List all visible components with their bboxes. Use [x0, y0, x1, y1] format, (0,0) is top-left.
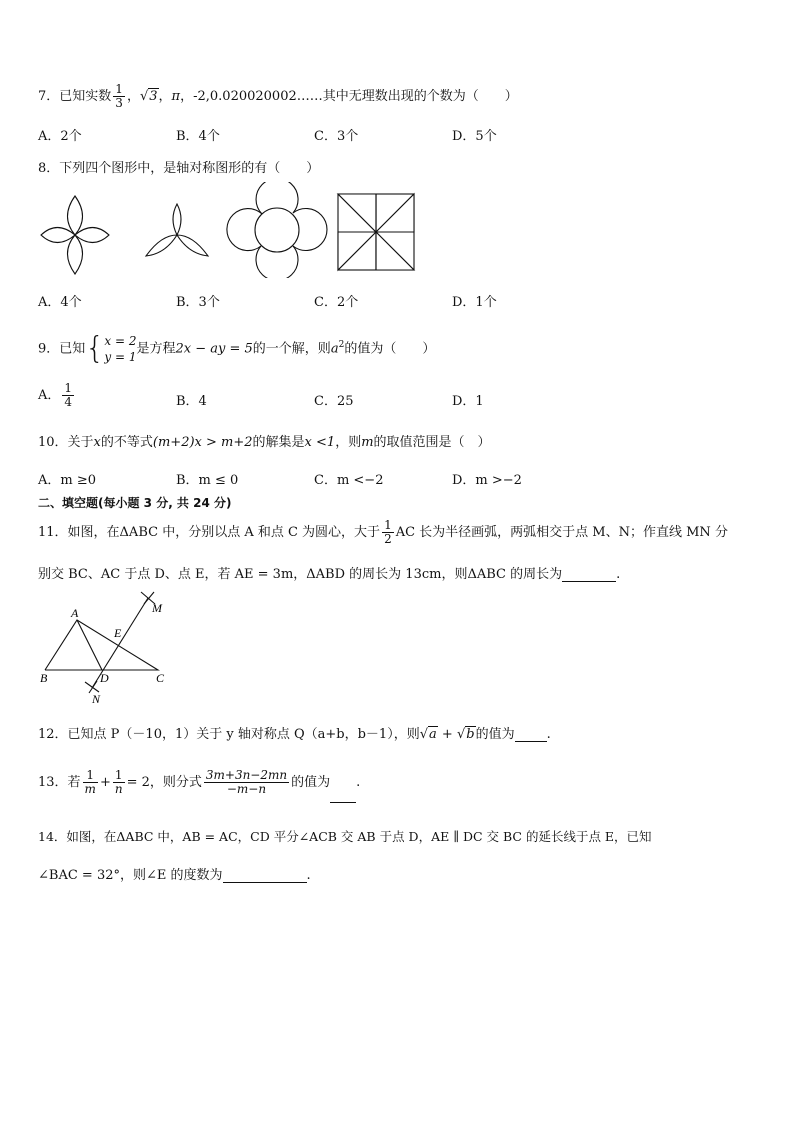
question-14-line1: 14．如图，在ΔABC 中，AB = AC，CD 平分∠ACB 交 AB 于点 D，AE ∥ DC 交 BC 的延长线于点 E，已知	[38, 829, 652, 844]
q9-equation: 2x − ay = 5	[175, 341, 253, 357]
figure-circle-arcs	[227, 182, 327, 278]
q12-sqrt-a: √a	[419, 727, 437, 742]
label-E: E	[114, 626, 122, 640]
q9-option-b[interactable]: B．4	[176, 394, 207, 409]
q12-answer-blank[interactable]	[515, 729, 547, 742]
q11-figure	[34, 586, 184, 706]
question-7: 7．已知实数 $\frac{1}{3}$ ，√3，π，-2,0.020020002……其中无理数出现的个数为（ ）	[38, 80, 518, 114]
label-C: C	[156, 671, 165, 685]
q9-brace: {	[85, 330, 105, 366]
section-2-heading: 二、填空题(每小题 3 分, 共 24 分)	[38, 496, 232, 510]
q8-option-c[interactable]: C．2个	[314, 295, 359, 310]
q7-fraction: $\frac{1}{3}$	[115, 82, 123, 110]
question-12: 12．已知点 P（－10，1）关于 y 轴对称点 Q（a+b，b－1），则√a + √b的值为 .	[38, 727, 551, 742]
question-8: 8．下列四个图形中，是轴对称图形的有（ ）	[38, 161, 320, 176]
q10-inequality: (m+2)x > m+2	[152, 435, 253, 450]
label-D: D	[100, 671, 109, 685]
q7-pi: π	[171, 89, 181, 104]
figure-four-petal	[41, 196, 109, 274]
q7-option-b[interactable]: B．4个	[176, 129, 220, 144]
q12-sqrt-b: √b	[456, 727, 475, 742]
question-13: 13．若 $\frac{1}{m}$ + $\frac{1}{n}$ = 2，则分式 $\frac{3m+3n-2mn}{-m-n}$ 的值为 .	[38, 763, 360, 803]
q8-option-b[interactable]: B．3个	[176, 295, 220, 310]
q8-figures	[30, 182, 430, 278]
q11-answer-blank[interactable]	[562, 569, 616, 582]
q14-answer-blank[interactable]	[223, 870, 307, 883]
label-B: B	[40, 671, 48, 685]
q7-option-c[interactable]: C．3个	[314, 129, 359, 144]
q10-option-b[interactable]: B．m ≤ 0	[176, 473, 239, 488]
question-11-line2: 别交 BC、AC 于点 D、点 E，若 AE = 3m，ΔABD 的周长为 13cm，则ΔABC 的周长为 .	[38, 567, 621, 582]
question-9	[38, 326, 435, 364]
figure-pinwheel	[338, 194, 414, 270]
question-14-line2: ∠BAC = 32°，则∠E 的度数为 .	[38, 868, 311, 883]
q9-mid: 是方程	[136, 341, 176, 357]
q9-end: 的值为（ ）	[344, 341, 436, 357]
q9-system: x = 2 y = 1	[104, 333, 137, 364]
label-M: M	[152, 601, 162, 615]
q9-exp: 2	[338, 340, 345, 350]
q13-answer-blank[interactable]	[330, 790, 356, 803]
q10-solution: x <1	[304, 435, 336, 450]
q10-option-a[interactable]: A．m ≥0	[38, 473, 97, 488]
question-10: 10．关于x的不等式(m+2)x > m+2的解集是x <1，则m的取值范围是（ ）	[38, 435, 491, 450]
q9-after-eq: 的一个解，则	[252, 341, 331, 357]
q10-option-c[interactable]: C．m <−2	[314, 473, 384, 488]
q8-option-d[interactable]: D．1个	[452, 295, 497, 310]
figure-three-blade	[146, 204, 208, 256]
q9-option-c[interactable]: C．25	[314, 394, 354, 409]
q9-var: a	[330, 341, 339, 357]
q7-option-d[interactable]: D．5个	[452, 129, 497, 144]
question-11-line1: 11．如图，在ΔABC 中，分别以点 A 和点 C 为圆心，大于 $\frac{1}{2}$ AC 长为半径画弧，两弧相交于点 M、N；作直线 MN 分	[38, 518, 728, 546]
label-A: A	[71, 606, 79, 620]
q7-rest: ，-2,0.020020002……其中无理数出现的个数为（ ）	[180, 89, 518, 104]
q9-option-d[interactable]: D．1	[452, 394, 484, 409]
q7-number: 7．	[38, 89, 60, 104]
q7-sqrt: √3	[139, 89, 158, 104]
q7-prefix: 已知实数	[59, 89, 112, 104]
label-N: N	[92, 692, 101, 706]
q9-number: 9．已知	[38, 341, 86, 357]
q7-option-a[interactable]: A．2个	[38, 129, 82, 144]
q9-option-a[interactable]: A． $\frac{1}{4}$	[38, 381, 73, 409]
q10-option-d[interactable]: D．m >−2	[452, 473, 522, 488]
q8-option-a[interactable]: A．4个	[38, 295, 82, 310]
